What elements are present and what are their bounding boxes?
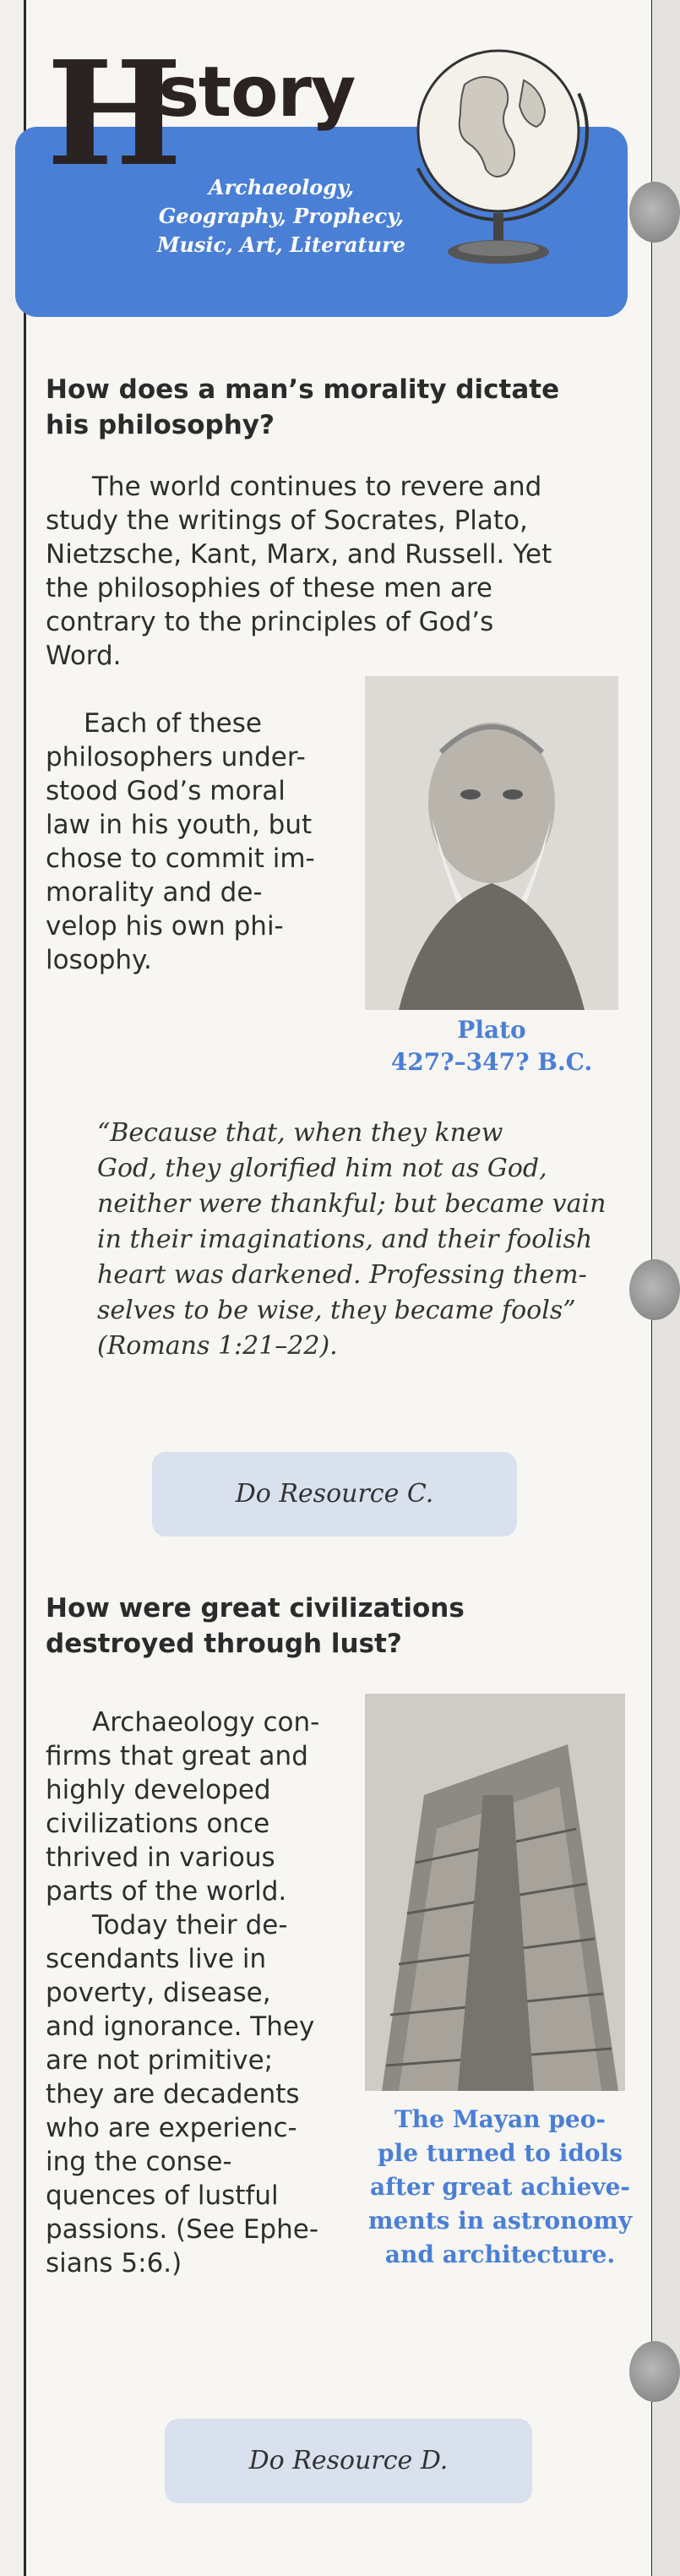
heading-line: destroyed through lust?: [46, 1629, 402, 1659]
quote-line: in their imaginations, and their foolish: [97, 1225, 593, 1254]
text-line: study the writings of Socrates, Plato,: [46, 505, 528, 536]
text-line: chose to commit im-: [46, 843, 315, 874]
quote-line: selves to be wise, they became fools”: [97, 1296, 576, 1325]
heading-line: his philosophy?: [46, 410, 275, 440]
text-line: parts of the world.: [46, 1876, 287, 1907]
subtitle-line: Music, Art, Literature: [156, 232, 406, 257]
paragraph: [46, 1908, 350, 2280]
text-line: Nietzsche, Kant, Marx, and Russell. Yet: [46, 539, 552, 570]
punch-hole: [629, 2341, 680, 2402]
text-line: civilizations once: [46, 1809, 270, 1839]
text-line: who are experienc-: [46, 2113, 297, 2143]
caption-line: and architecture.: [384, 2240, 616, 2268]
text-line: velop his own phi-: [46, 911, 284, 941]
photo-caption: [365, 1014, 618, 1078]
paragraph: [46, 470, 613, 673]
caption-line: 427?–347? B.C.: [390, 1048, 593, 1076]
punch-hole: [629, 1259, 680, 1320]
text-line: ing the conse-: [46, 2147, 232, 2177]
resource-d-button[interactable]: Do Resource D.: [165, 2419, 532, 2503]
title-initial: H: [46, 30, 182, 199]
resource-c-button[interactable]: Do Resource C.: [152, 1452, 517, 1536]
text-line: law in his youth, but: [46, 810, 313, 840]
text-line: sians 5:6.): [46, 2248, 182, 2279]
text-line: and ignorance. They: [46, 2011, 315, 2042]
quote-line: (Romans 1:21–22).: [97, 1331, 338, 1361]
text-line: morality and de-: [46, 877, 263, 908]
question-heading: [46, 1591, 620, 1662]
text-line: poverty, disease,: [46, 1978, 271, 2008]
quote-line: heart was darkened. Professing them-: [97, 1260, 587, 1290]
globe-illustration: [405, 34, 591, 282]
text-line: passions. (See Ephe-: [46, 2214, 319, 2245]
scripture-quote: [51, 1116, 627, 1364]
question-heading: [46, 372, 620, 443]
text-line: quences of lustful: [46, 2180, 279, 2211]
text-line: highly developed: [46, 1775, 271, 1805]
paragraph: [46, 1706, 350, 1908]
subtitle-line: Geography, Prophecy,: [158, 204, 405, 228]
quote-line: God, they glorified him not as God,: [97, 1154, 547, 1183]
text-line: scendants live in: [46, 1944, 267, 1974]
heading-line: How were great civilizations: [46, 1593, 465, 1624]
subtitle-line: Archaeology,: [208, 175, 355, 199]
text-line: they are decadents: [46, 2079, 300, 2109]
text-line: firms that great and: [46, 1741, 308, 1771]
text-line: contrary to the principles of God’s: [46, 607, 494, 637]
text-line: thrived in various: [46, 1842, 275, 1873]
text-line: Word.: [46, 641, 122, 671]
text-line: the philosophies of these men are: [46, 573, 492, 603]
text-line: stood God’s moral: [46, 776, 286, 806]
text-line: Today their de-: [92, 1910, 288, 1940]
punch-hole: [629, 182, 680, 243]
text-line: The world continues to revere and: [92, 472, 542, 502]
caption-line: The Mayan peo-: [394, 2105, 607, 2133]
text-line: losophy.: [46, 945, 152, 975]
text-line: Each of these: [84, 708, 262, 739]
caption-line: after great achieve-: [369, 2173, 631, 2201]
mayan-pyramid-photo: [365, 1694, 625, 2091]
quote-line: neither were thankful; but became vain: [97, 1189, 607, 1219]
text-line: philosophers under-: [46, 742, 306, 772]
heading-line: How does a man’s morality dictate: [46, 374, 560, 405]
plato-portrait: [365, 676, 618, 1010]
paragraph: [46, 707, 350, 977]
text-line: Archaeology con-: [92, 1707, 320, 1738]
caption-line: Plato: [457, 1016, 526, 1044]
quote-line: “Because that, when they knew: [97, 1118, 503, 1148]
photo-caption: [365, 2103, 635, 2272]
caption-line: ments in astronomy: [367, 2207, 633, 2235]
text-line: are not primitive;: [46, 2045, 274, 2076]
caption-line: ple turned to idols: [378, 2139, 623, 2167]
title-text: istory: [135, 52, 356, 133]
